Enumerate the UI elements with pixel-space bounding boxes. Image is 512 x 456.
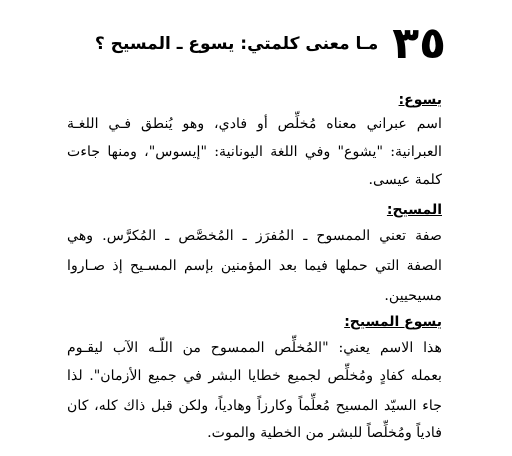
section-heading-yasou-almasih: يسوع المسيح: [344,314,442,330]
paragraph-line: صفة تعني الممسوح ـ المُفرَز ـ المُخصَّص ـ المُكرَّس. وهي [67,228,442,244]
question-title: مـا معنى كلمتي: يسوع ـ المسيح ؟ [94,33,379,54]
question-number: ٣٥ [392,18,446,69]
question-heading [94,18,446,69]
paragraph-line: اسم عبراني معناه مُخلِّص أو فادي، وهو يُنطق فـي اللغـة [67,116,442,132]
paragraph-line: الصفة التي حملها فيما بعد المؤمنين بإسم المسـيح إذ صـاروا [67,258,442,274]
paragraph-line: جاء السيّد المسيح مُعلِّماً وكارزاً وهادياً، ولكن قبل ذاك كله، كان [67,398,442,414]
section-heading-almasih: المسيح: [386,202,442,218]
paragraph-line: العبرانية: "يشوع" وفي اللغة اليونانية: "إيسوس"، ومنها جاءت [67,144,442,160]
paragraph-line: فادياً ومُخلِّصاً للبشر من الخطية والموت. [207,425,442,441]
paragraph-line: كلمة عيسى. [368,172,442,188]
paragraph-line: هذا الاسم يعني: "المُخلِّص الممسوح من اللّـه الآب ليقـوم [67,340,442,356]
section-heading-yasou: يسوع: [398,92,442,108]
paragraph-line: بعمله كفادٍ ومُخلِّص لجميع خطايا البشر في جميع الأزمان". لذا [67,368,442,384]
paragraph-line: مسيحيين. [384,288,442,304]
